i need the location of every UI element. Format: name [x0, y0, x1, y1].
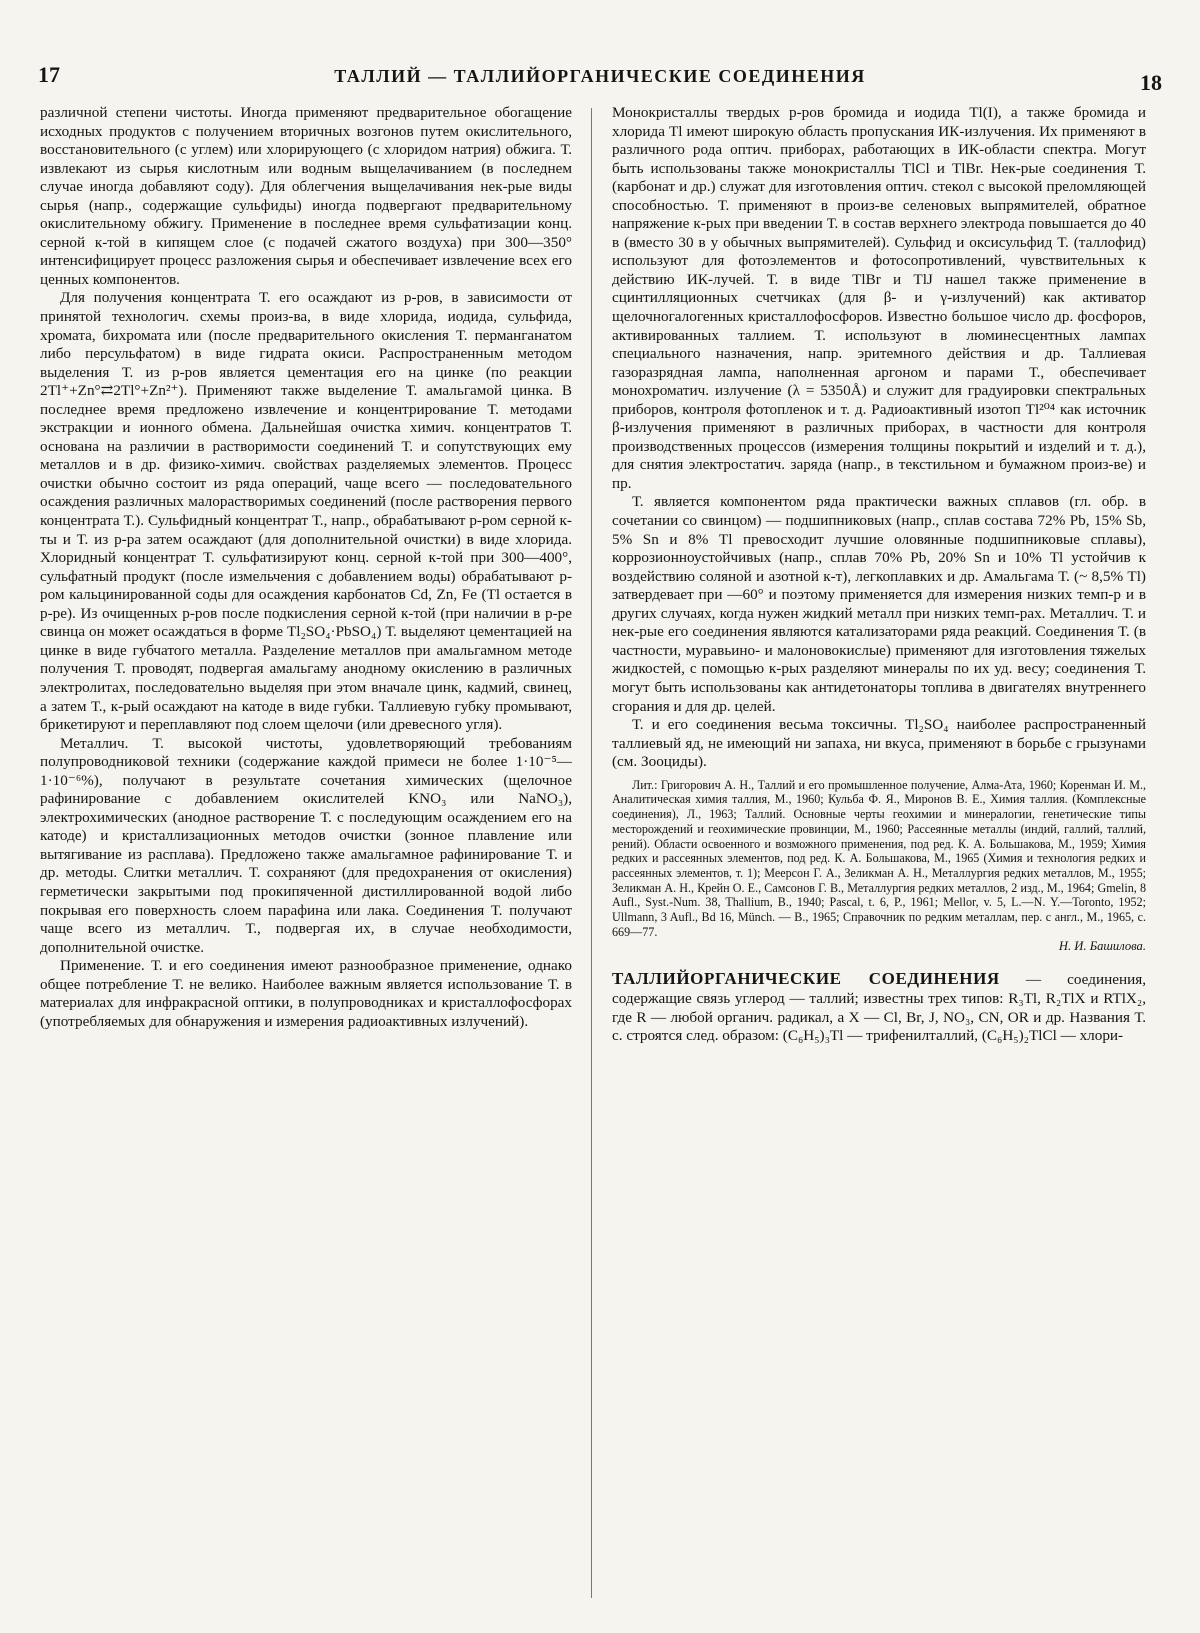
column-divider	[591, 108, 592, 1598]
page-header	[30, 58, 1170, 98]
left-column	[40, 104, 572, 1031]
paragraph: Для получения концентрата Т. его осаждают из р-ров, в зависимости от принятой технологич. схемы произ-ва, в виде хлорида, иодида, сульфида, хромата, бихромата или (после предварительного окисления Т. перманганатом либо персульфатом) в виде гидрата окиси. Распространенным методом выделения Т. из р-ров является цементация его на цинке (по реакции 2Tl⁺+Zn°⇄2Tl°+Zn²⁺). Применяют также выделение Т. амальгамой цинка. В последнее время предложено извлечение и концентрирование Т. методами экстракции и ионного обмена. Дальнейшая очистка химич. концентратов Т. основана на различии в растворимости соединений Т. и сопутствующих ему металлов и в др. физико-химич. свойствах разделяемых элементов. Процесс очистки обычно состоит из ряда операций, чаще всего — последовательного осаждения различных малорастворимых соединений (после растворения первого концентрата Т.). Сульфидный концентрат Т., напр., обрабатывают р-ром серной к-ты и Т. из р-ра затем осаждают (для дополнительной очистки) в виде хлорида. Хлоридный концентрат Т. сульфатизируют конц. серной к-той при 300—400°, сульфатный продукт (после измельчения с добавлением воды) обрабатывают р-ром кальцинированной соды для осаждения карбонатов Cd, Zn, Fe (Tl остается в р-ре). Из очищенных р-ров после подкисления серной к-той (при наличии в р-ре свинца он может осаждаться в форме Tl₂SO₄·PbSO₄) Т. выделяют цементацией на цинке в виде губчатого металла. Разделение металлов при амальгамном методе получения Т. проводят, подвергая амальгаму анодному окислению в различных электролитах, последовательно выделяя при этом вначале цинк, кадмий, свинец, а затем Т., к-рый осаждают на катоде в виде губки. Таллиевую губку промывают, брикетируют и переплавляют под слоем щелочи (или древесного угля).	[40, 289, 572, 734]
paragraph: Монокристаллы твердых р-ров бромида и иодида Tl(I), а также бромида и хлорида Tl имеют широкую область пропускания ИК-излучения. Их применяют в различного рода оптич. приборах, работающих в ИК-области спектра. Могут быть использованы также монокристаллы TlCl и TlBr. Нек-рые соединения Т. (карбонат и др.) служат для изготовления оптич. стекол с высокой преломляющей способностью. Т. применяют в произ-ве селеновых выпрямителей, обратное напряжение к-рых при введении Т. в состав верхнего электрода повышается до 40 в (вместо 30 в у обычных выпрямителей). Сульфид и оксисульфид Т. (таллофид) используют для фотоэлементов и фотосопротивлений, чувствительных к действию ИК-лучей. Т. в виде TlBr и TlJ нашел также применение в сцинтилляционных счетчиках (для β- и γ-излучений) как активатор щелочногалогенных кристаллофосфоров. Известно большое число др. фосфоров, активированных таллием. Т. используют в люминесцентных лампах специального назначения, напр. эритемного действия и др. Таллиевая газоразрядная лампа, наполненная аргоном и парами Т., обеспечивает монохроматич. излучение (λ = 5350Å) и служит для градуировки спектральных приборов, контроля фотопленок и т. д. Радиоактивный изотоп Tl²⁰⁴ как источник β-излучения применяют в различных приборах, в частности для контроля производственных процессов (измерения толщины покрытий и изделий и т. д.), для снятия электростатич. заряда (напр., в текстильном и бумажном произ-ве) и пр.	[612, 104, 1146, 492]
right-column	[612, 104, 1146, 1046]
paragraph: Применение. Т. и его соединения имеют разнообразное применение, однако общее потребление Т. не велико. Наиболее важным является использование Т. в материалах для инфракрасной оптики, в полупроводниках и кристаллофосфорах (употребляемых для обнаружения и измерения радиоактивных излучений).	[40, 957, 572, 1030]
page-number-right: 18	[1140, 70, 1162, 95]
literature-references: Лит.: Григорович А. Н., Таллий и его промышленное получение, Алма-Ата, 1960; Коренман И. М., Аналитическая химия таллия, М., 1960; Кульба Ф. Я., Миронов В. Е., Химия таллия. (Комплексные соединения), Л., 1963; Таллий. Основные черты геохимии и минералогии, генетические типы месторождений и геохимические провинции, М., 1960; Рассеянные металлы (индий, галлий, таллий, рений). Области освоенного и возможного применения, под ред. К. А. Большакова, М., 1959; Химия редких и рассеянных элементов, под ред. К. А. Большакова, М., 1965 (Химия и технология редких и рассеянных элементов, т. 1); Меерсон Г. А., Зеликман А. Н., Металлургия редких металлов, М., 1955; Зеликман А. Н., Крейн О. Е., Самсонов Г. В., Металлургия редких металлов, 2 изд., М., 1964; Gmelin, 8 Aufl., Syst.-Num. 38, Thallium, B., 1940; Pascal, t. 6, P., 1961; Mellor, v. 5, L.—N. Y.—Toronto, 1952; Ullmann, 3 Aufl., Bd 16, Münch. — B., 1965; Справочник по редким металлам, пер. с англ., М., 1965, с. 669—77.	[612, 777, 1146, 939]
article-text: — соединения, содержащие связь углерод — таллий; известны трех типов: R₃Tl, R₂TlX и RTlX₂, где R — любой органич. радикал, а X — Cl, Br, J, NO₃, CN, OR и др. Названия Т. с. строятся след. образом: (C₆H₅)₃Tl — трифенилталлий, (C₆H₅)₂TlCl — хлори-	[612, 971, 1146, 1045]
page-number-left: 17	[38, 62, 60, 87]
paragraph: Металлич. Т. высокой чистоты, удовлетворяющий требованиям полупроводниковой техники (содержание каждой примеси не более 1·10⁻⁵—1·10⁻⁶%), получают в результате сочетания химических (щелочное рафинирование с добавлением окислителей KNO₃ или NaNO₃), электрохимических (анодное растворение Т. с последующим осаждением его на катоде) и кристаллизационных методов очистки (зонное плавление или вытягивание из расплава). Предложено также амальгамное рафинирование Т. и др. методы. Слитки металлич. Т. сохраняют (для предохранения от окисления) герметически закрытыми под прокипяченной дистиллированной водой либо покрывая его поверхность слоем парафина или лака. Соединения Т. получают чаще всего из металлич. Т., подвергая их, в случае необходимости, дополнительной очистке.	[40, 734, 572, 956]
paragraph: Т. и его соединения весьма токсичны. Tl₂SO₄ наиболее распространенный таллиевый яд, не имеющий ни запаха, ни вкуса, применяют в борьбе с грызунами (см. Зооциды).	[612, 716, 1146, 771]
paragraph: различной степени чистоты. Иногда применяют предварительное обогащение исходных продуктов с получением вторичных возгонов путем окислительного, восстановительного (с углем) или хлорирующего (с хлоридом натрия) обжига. Т. извлекают из сырья кислотным или водным выщелачиванием (в последнем случае иногда добавляют соду). Для облегчения выщелачивания нек-рые виды сырья (напр., содержащие сульфиды) иногда подвергают предварительному окислительному обжигу. Применение в последнее время сульфатизации конц. серной к-той в кипящем слое (с подачей сжатого воздуха) при 300—350° интенсифицирует процесс разложения сырья и обеспечивает извлечение всех его ценных компонентов.	[40, 104, 572, 288]
article-headword: ТАЛЛИЙОРГАНИЧЕСКИЕ СОЕДИНЕНИЯ	[612, 969, 1000, 989]
running-title: ТАЛЛИЙ — ТАЛЛИЙОРГАНИЧЕСКИЕ СОЕДИНЕНИЯ	[334, 66, 866, 86]
next-article	[612, 970, 1146, 1045]
article-author: Н. И. Башилова.	[1058, 939, 1146, 954]
paragraph: Т. является компонентом ряда практически важных сплавов (гл. обр. в сочетании со свинцом) — подшипниковых (напр., сплав состава 72% Pb, 15% Sb, 5% Sn и 8% Tl превосходит лучшие оловянные подшипниковые сплавы), коррозионноустойчивых (напр., сплав 70% Pb, 20% Sn и 10% Tl устойчив к воздействию соляной и азотной к-т), легкоплавких и др. Амальгама Т. (~ 8,5% Tl) затвердевает при —60° и поэтому применяется для измерения низких темп-р и в других случаях, когда нужен жидкий металл при низких темп-рах. Металлич. Т. и нек-рые его соединения являются катализаторами ряда реакций. Соединения Т. (в частности, муравьино- и малоновокислые) применяют для изготовления тяжелых жидкостей, с помощью к-рых разделяют минералы по их уд. весу; соединения Т. могут быть использованы как антидетонаторы топлива в двигателях внутреннего сгорания и для др. целей.	[612, 493, 1146, 715]
